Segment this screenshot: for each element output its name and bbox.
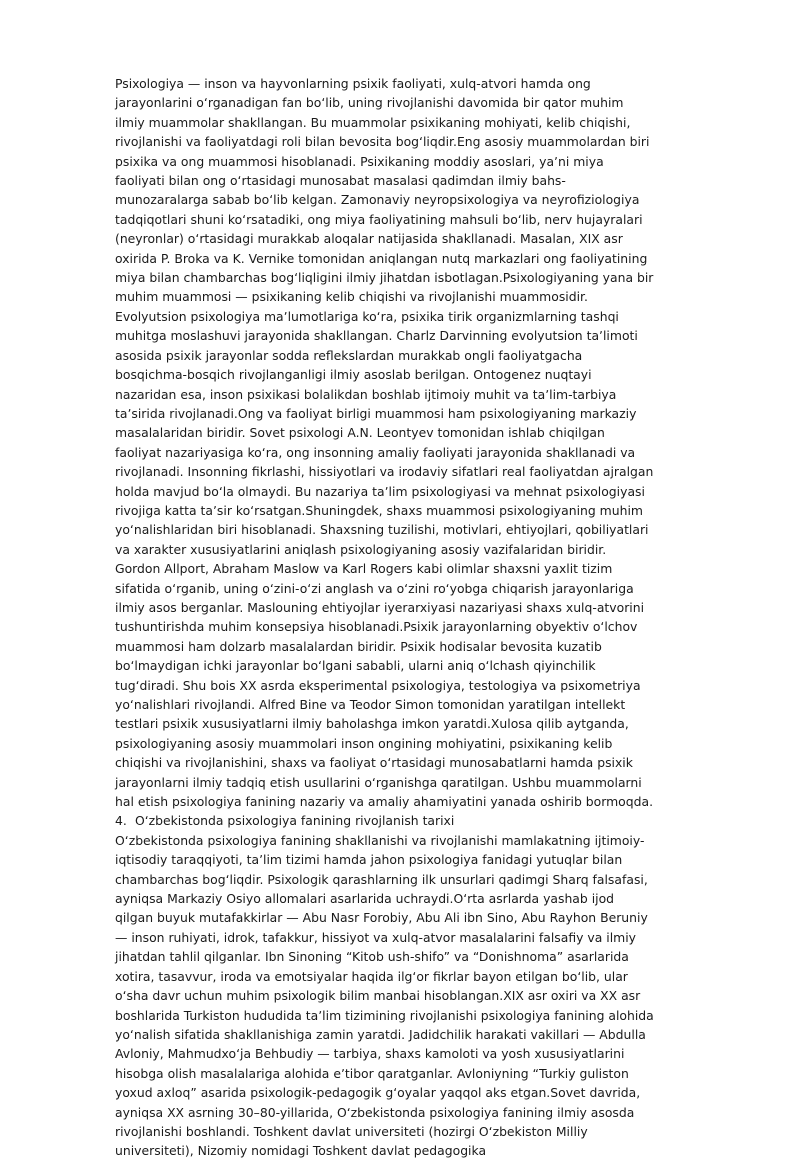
section-heading [115,811,655,830]
body-paragraph: Psixologiya — inson va hayvonlarning psixik faoliyati, xulq-atvori hamda ong jarayonlarini oʻrganadigan fan boʻlib, uning rivojlanishi davomida bir qator muhim ilmiy muammolar shakllangan. Bu muammolar psixikaning mohiyati, kelib chiqishi, rivojlanishi va faoliyatdagi roli bilan bevosita bogʻliqdir.Eng asosiy muammolardan biri psixika va ong muammosi hisoblanadi. Psixikaning moddiy asoslari, yaʼni miya faoliyati bilan ong oʻrtasidagi munosabat masalasi qadimdan ilmiy bahs-munozaralarga sabab boʻlib kelgan. Zamonaviy neyropsixologiya va neyrofiziologiya tadqiqotlari shuni koʻrsatadiki, ong miya faoliyatining mahsuli boʻlib, nerv hujayralari (neyronlar) oʻrtasidagi murakkab aloqalar natijasida shakllanadi. Masalan, XIX asr oxirida P. Broka va K. Vernike tomonidan aniqlangan nutq markazlari ong faoliyatining miya bilan chambarchas bogʻliqligini ilmiy jihatdan isbotlagan.Psixologiyaning yana bir muhim muammosi — psixikaning kelib chiqishi va rivojlanishi muammosidir. Evolyutsion psixologiya maʼlumotlariga koʻra, psixika tirik organizmlarning tashqi muhitga moslashuvi jarayonida shakllangan. Charlz Darvinning evolyutsion taʼlimoti asosida psixik jarayonlar sodda reflekslardan murakkab ongli faoliyatgacha bosqichma-bosqich rivojlanganligi ilmiy asoslab berilgan. Ontogenez nuqtayi nazaridan esa, inson psixikasi bolalikdan boshlab ijtimoiy muhit va taʼlim-tarbiya taʼsirida rivojlanadi.Ong va faoliyat birligi muammosi ham psixologiyaning markaziy masalalaridan biridir. Sovet psixologi A.N. Leontyev tomonidan ishlab chiqilgan faoliyat nazariyasiga koʻra, ong insonning amaliy faoliyati jarayonida shakllanadi va rivojlanadi. Insonning fikrlashi, hissiyotlari va irodaviy sifatlari real faoliyatdan ajralgan holda mavjud boʻla olmaydi. Bu nazariya taʼlim psixologiyasi va mehnat psixologiyasi rivojiga katta taʼsir koʻrsatgan.Shuningdek, shaxs muammosi psixologiyaning muhim yoʻnalishlaridan biri hisoblanadi. Shaxsning tuzilishi, motivlari, ehtiyojlari, qobiliyatlari va xarakter xususiyatlarini aniqlash psixologiyaning asosiy vazifalaridan biridir. Gordon Allport, Abraham Maslow va Karl Rogers kabi olimlar shaxsni yaxlit tizim sifatida oʻrganib, uning oʻzini-oʻzi anglash va oʻzini roʻyobga chiqarish jarayonlariga ilmiy asos berganlar. Maslouning ehtiyojlar iyerarxiyasi nazariyasi shaxs xulq-atvorini tushuntirishda muhim konsepsiya hisoblanadi.Psixik jarayonlarning obyektiv oʻlchov muammosi ham dolzarb masalalardan biridir. Psixik hodisalar bevosita kuzatib boʻlmaydigan ichki jarayonlar boʻlgani sababli, ularni aniq oʻlchash qiyinchilik tugʻdiradi. Shu bois XX asrda eksperimental psixologiya, testologiya va psixometriya yoʻnalishlari rivojlandi. Alfred Bine va Teodor Simon tomonidan yaratilgan intellekt testlari psixik xususiyatlarni ilmiy baholashga imkon yaratdi.Xulosa qilib aytganda, psixologiyaning asosiy muammolari inson ongining mohiyatini, psixikaning kelib chiqishi va rivojlanishini, shaxs va faoliyat oʻrtasidagi munosabatlarni hamda psixik jarayonlarni ilmiy tadqiq etish usullarini oʻrganishga qaratilgan. Ushbu muammolarni hal etish psixologiya fanining nazariy va amaliy ahamiyatini yanada oshirib bormoqda. [115,76,654,810]
document-page [115,74,655,1161]
body-paragraph: Oʻzbekistonda psixologiya fanining shakllanishi va rivojlanishi mamlakatning ijtimoiy-iqtisodiy taraqqiyoti, taʼlim tizimi hamda jahon psixologiya fanidagi yutuqlar bilan chambarchas bogʻliqdir. Psixologik qarashlarning ilk unsurlari qadimgi Sharq falsafasi, ayniqsa Markaziy Osiyo allomalari asarlarida uchraydi.Oʻrta asrlarda yashab ijod qilgan buyuk mutafakkirlar — Abu Nasr Forobiy, Abu Ali ibn Sino, Abu Rayhon Beruniy — inson ruhiyati, idrok, tafakkur, hissiyot va xulq-atvor masalalarini falsafiy va ilmiy jihatdan tahlil qilganlar. Ibn Sinoning “Kitob ush-shifo” va “Donishnoma” asarlarida xotira, tasavvur, iroda va emotsiyalar haqida ilgʻor fikrlar bayon etilgan boʻlib, ular oʻsha davr uchun muhim psixologik bilim manbai hisoblangan.XIX asr oxiri va XX asr boshlarida Turkiston hududida taʼlim tizimining rivojlanishi psixologiya fanining alohida yoʻnalish sifatida shakllanishiga zamin yaratdi. Jadidchilik harakati vakillari — Abdulla Avloniy, Mahmudxoʻja Behbudiy — tarbiya, shaxs kamoloti va yosh xususiyatlarini hisobga olish masalalariga alohida eʼtibor qaratganlar. Avloniyning “Turkiy guliston yoxud axloq” asarida psixologik-pedagogik gʻoyalar yaqqol aks etgan.Sovet davrida, ayniqsa XX asrning 30–80-yillarida, Oʻzbekistonda psixologiya fanining ilmiy asosda rivojlanishi boshlandi. Toshkent davlat universiteti (hozirgi Oʻzbekiston Milliy universiteti), Nizomiy nomidagi Toshkent davlat pedagogika [115,832,654,1159]
section-number: 4. [115,813,127,829]
section-title: Oʻzbekistonda psixologiya fanining rivojlanish tarixi [134,813,455,829]
